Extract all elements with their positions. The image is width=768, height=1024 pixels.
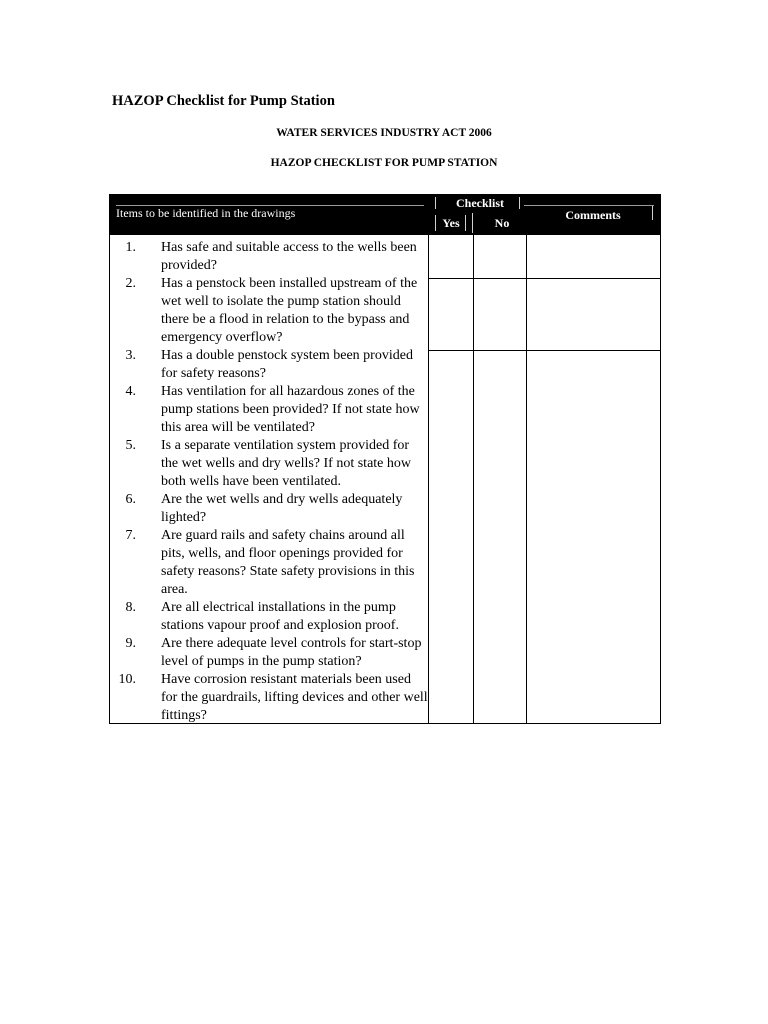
header-comments: Comments bbox=[565, 208, 621, 222]
item-text: Are there adequate level controls for start-stop level of pumps in the pump station? bbox=[161, 636, 422, 669]
item-number: 8. bbox=[125, 600, 136, 615]
list-item bbox=[110, 347, 428, 383]
header-tick bbox=[472, 213, 473, 233]
item-text: Are the wet wells and dry wells adequately lighted? bbox=[161, 492, 403, 525]
checklist-table bbox=[109, 194, 661, 724]
item-number: 5. bbox=[125, 438, 136, 453]
document-title: HAZOP Checklist for Pump Station bbox=[112, 93, 335, 109]
header-tick bbox=[465, 215, 466, 231]
header-tick bbox=[519, 197, 520, 209]
column-divider bbox=[428, 235, 429, 723]
list-item bbox=[110, 491, 428, 527]
row-separator bbox=[428, 350, 660, 351]
item-text: Has safe and suitable access to the wells been provided? bbox=[161, 240, 417, 273]
item-number: 10. bbox=[118, 672, 136, 687]
act-subtitle: WATER SERVICES INDUSTRY ACT 2006 bbox=[276, 127, 492, 139]
item-text: Has ventilation for all hazardous zones of the pump stations been provided? If not state how this area will be ventilated? bbox=[161, 384, 420, 435]
column-divider bbox=[473, 235, 474, 723]
item-number: 7. bbox=[125, 528, 136, 543]
item-text: Are all electrical installations in the pump stations vapour proof and explosion proof. bbox=[161, 600, 399, 633]
checklist-items bbox=[110, 239, 428, 725]
item-text: Are guard rails and safety chains around all pits, wells, and floor openings provided for safety reasons? State safety provisions in this area. bbox=[161, 528, 415, 597]
checklist-subtitle: HAZOP CHECKLIST FOR PUMP STATION bbox=[270, 157, 498, 169]
row-separator bbox=[428, 278, 660, 279]
item-number: 2. bbox=[125, 276, 136, 291]
list-item bbox=[110, 239, 428, 275]
column-divider bbox=[526, 235, 527, 723]
list-item bbox=[110, 635, 428, 671]
item-number: 3. bbox=[125, 348, 136, 363]
header-items: Items to be identified in the drawings bbox=[116, 206, 296, 220]
item-number: 1. bbox=[125, 240, 136, 255]
item-text: Have corrosion resistant materials been used for the guardrails, lifting devices and other well fittings? bbox=[161, 672, 428, 723]
header-rule-right bbox=[524, 205, 654, 206]
list-item bbox=[110, 383, 428, 437]
header-yes: Yes bbox=[442, 216, 460, 230]
list-item bbox=[110, 275, 428, 347]
table-header bbox=[110, 195, 660, 235]
list-item bbox=[110, 437, 428, 491]
list-item bbox=[110, 671, 428, 725]
item-text: Has a double penstock system been provided for safety reasons? bbox=[161, 348, 413, 381]
item-text: Has a penstock been installed upstream of the wet well to isolate the pump station should there be a flood in relation to the bypass and emergency overflow? bbox=[161, 276, 418, 345]
item-number: 9. bbox=[125, 636, 136, 651]
header-no: No bbox=[494, 216, 510, 230]
list-item bbox=[110, 599, 428, 635]
header-checklist: Checklist bbox=[456, 196, 504, 210]
item-number: 4. bbox=[125, 384, 136, 399]
header-rule-left bbox=[116, 205, 424, 206]
item-text: Is a separate ventilation system provided for the wet wells and dry wells? If not state how both wells have been ventilated. bbox=[161, 438, 411, 489]
item-number: 6. bbox=[125, 492, 136, 507]
list-item bbox=[110, 527, 428, 599]
